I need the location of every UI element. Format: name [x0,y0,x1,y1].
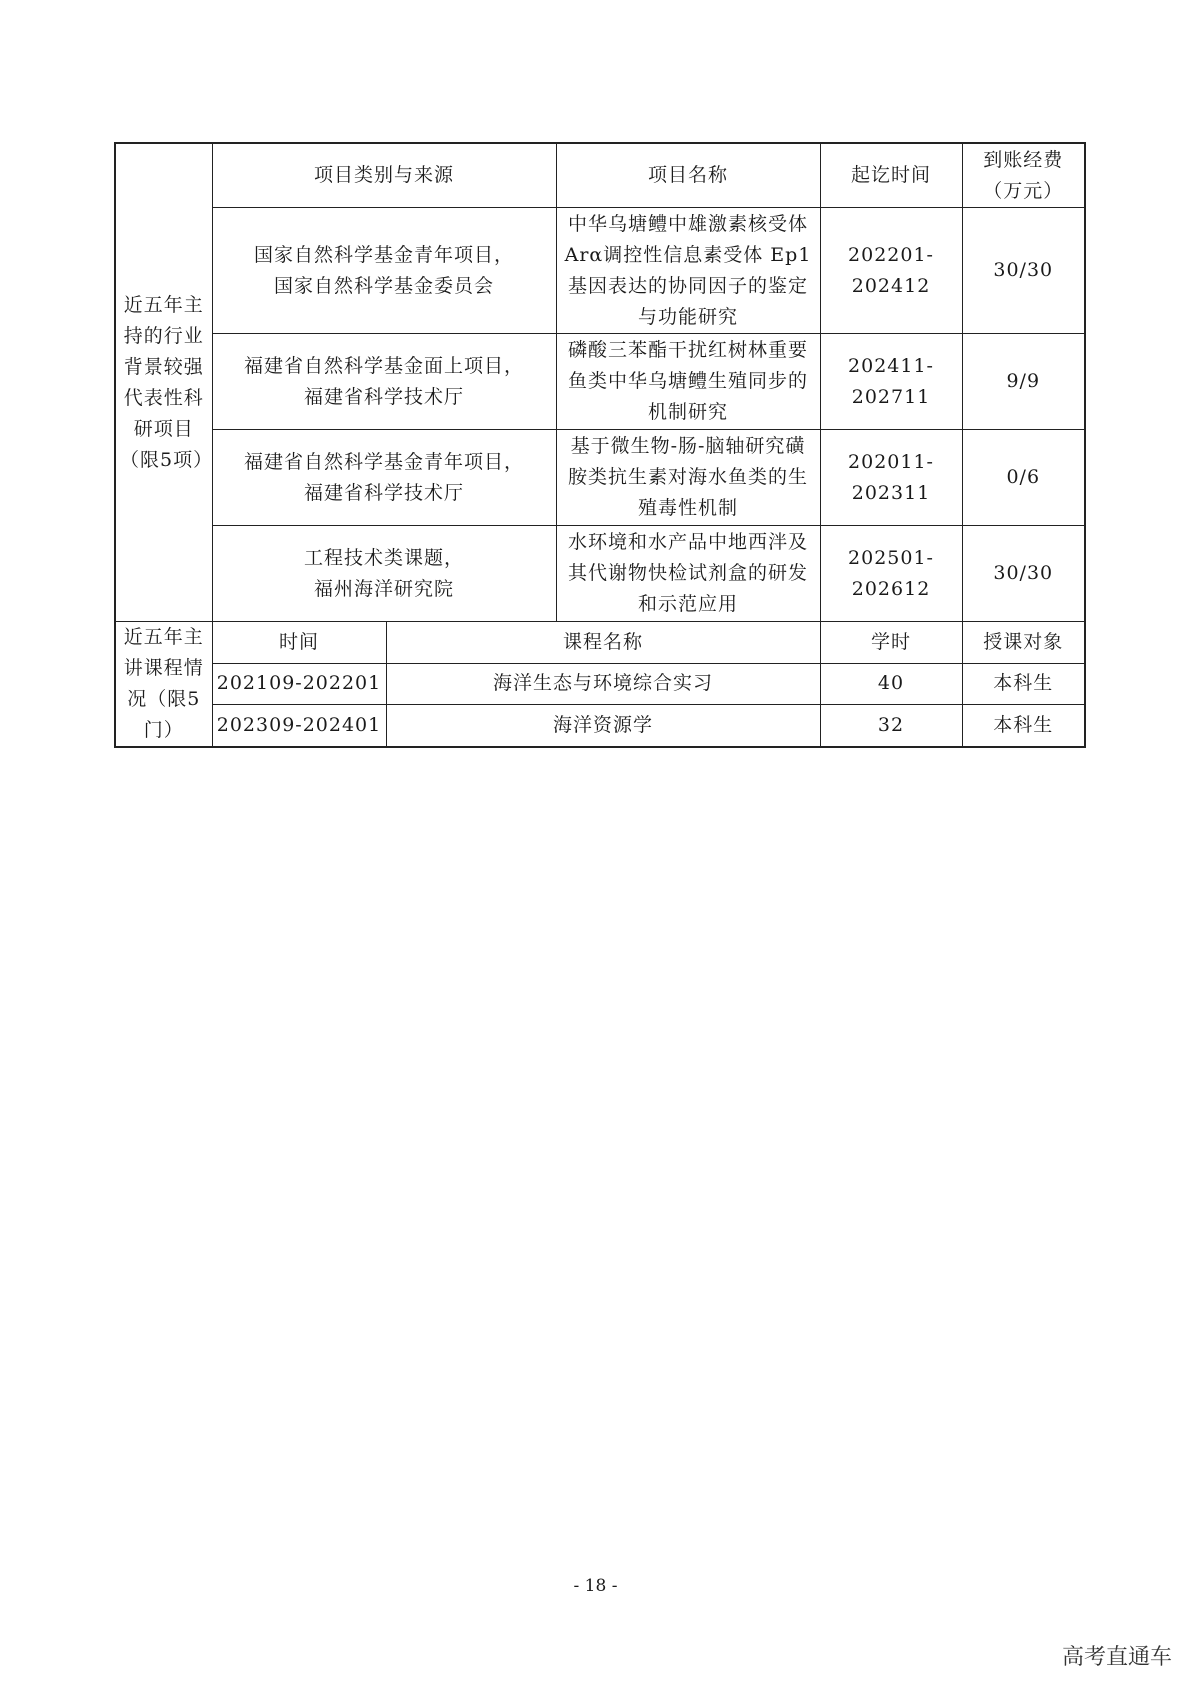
research-row [115,334,1085,430]
project-category: 福建省自然科学基金面上项目， 福建省科学技术厅 [212,334,556,430]
watermark-text: 高考直通车 [1061,1645,1172,1670]
project-name: 基于微生物-肠-脑轴研究磺 胺类抗生素对海水鱼类的生 殖毒性机制 [556,430,820,526]
course-side-label: 近五年主 讲课程情 况（限5 门） [115,622,212,748]
course-header-name: 课程名称 [386,622,820,664]
course-row [115,663,1085,705]
header-category: 项目类别与来源 [212,143,556,208]
research-row [115,208,1085,334]
course-name: 海洋生态与环境综合实习 [386,663,820,705]
course-header-hours: 学时 [820,622,962,664]
project-name: 磷酸三苯酯干扰红树林重要 鱼类中华乌塘鳢生殖同步的 机制研究 [556,334,820,430]
project-course-table [114,142,1086,748]
project-period: 202501-202612 [820,526,962,622]
header-funding: 到账经费 （万元） [962,143,1085,208]
project-funding: 0/6 [962,430,1085,526]
research-row [115,526,1085,622]
page-number: - 18 - [573,1576,618,1596]
course-hours: 32 [820,705,962,747]
project-category: 工程技术类课题， 福州海洋研究院 [212,526,556,622]
course-header-row [115,622,1085,664]
project-category: 国家自然科学基金青年项目， 国家自然科学基金委员会 [212,208,556,334]
course-row [115,705,1085,747]
course-header-audience: 授课对象 [962,622,1085,664]
project-period: 202011-202311 [820,430,962,526]
project-category: 福建省自然科学基金青年项目， 福建省科学技术厅 [212,430,556,526]
course-audience: 本科生 [962,705,1085,747]
project-name: 水环境和水产品中地西泮及 其代谢物快检试剂盒的研发 和示范应用 [556,526,820,622]
header-period: 起讫时间 [820,143,962,208]
project-funding: 30/30 [962,208,1085,334]
course-name: 海洋资源学 [386,705,820,747]
course-hours: 40 [820,663,962,705]
project-period: 202201-202412 [820,208,962,334]
header-project-name: 项目名称 [556,143,820,208]
research-row [115,430,1085,526]
course-audience: 本科生 [962,663,1085,705]
project-period: 202411-202711 [820,334,962,430]
project-funding: 30/30 [962,526,1085,622]
course-time: 202309-202401 [212,705,386,747]
project-name: 中华乌塘鳢中雄激素核受体 Arα调控性信息素受体 Ep1 基因表达的协同因子的鉴定 与功能研究 [556,208,820,334]
project-funding: 9/9 [962,334,1085,430]
course-header-time: 时间 [212,622,386,664]
research-side-label: 近五年主 持的行业 背景较强 代表性科 研项目 （限5项） [115,143,212,622]
research-header-row [115,143,1085,208]
course-time: 202109-202201 [212,663,386,705]
